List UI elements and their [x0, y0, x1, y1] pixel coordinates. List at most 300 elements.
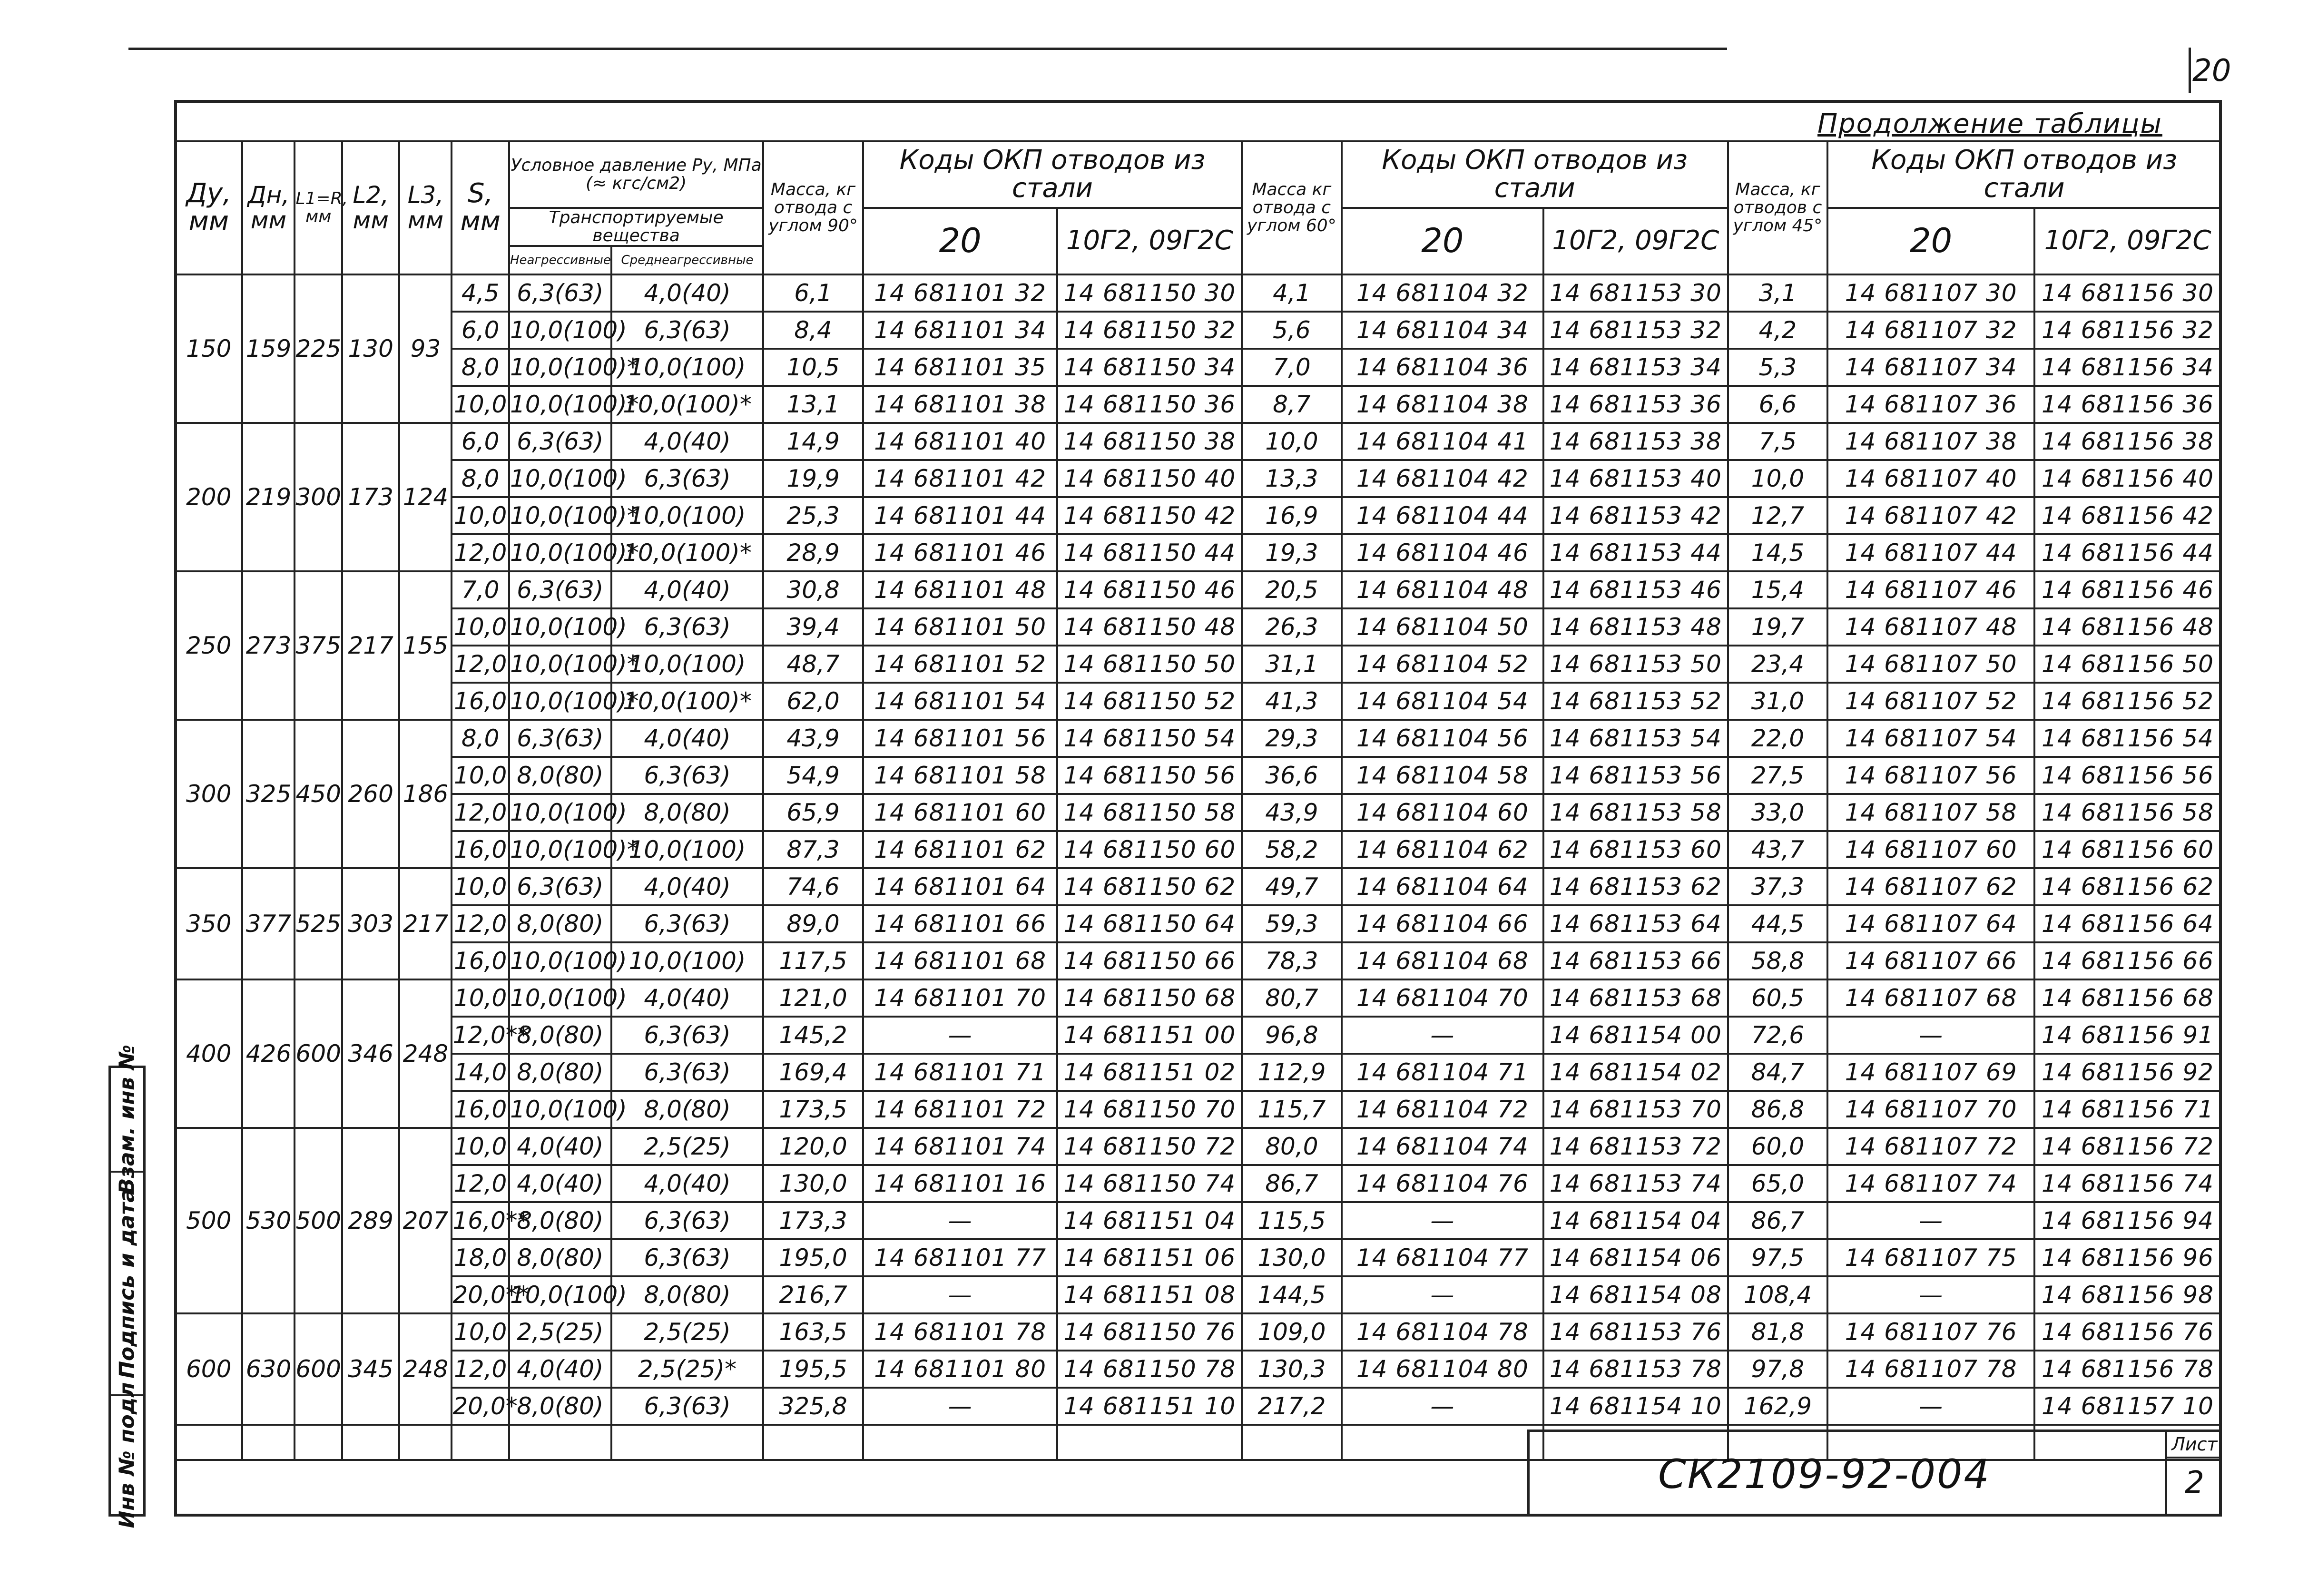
cell-code-90-steel10g2: 14 681150 64	[1057, 905, 1242, 942]
header-transported: Транспортируемые вещества	[509, 208, 763, 246]
cell-code-45-steel10g2: 14 681156 64	[2034, 905, 2221, 942]
stamp-replace-inv-label: Взам. инв №	[115, 1044, 139, 1195]
cell-code-60-steel10g2: 14 681153 52	[1543, 683, 1728, 720]
cell-pressure-medium-aggressive: 6,3(63)	[611, 1017, 764, 1054]
empty-cell	[1342, 1425, 1543, 1460]
cell-mass-90: 19,9	[763, 460, 863, 497]
cell-code-60-steel10g2: 14 681153 50	[1543, 646, 1728, 683]
cell-mass-45: 58,8	[1728, 942, 1828, 979]
cell-pressure-non-aggressive: 8,0(80)	[509, 1054, 611, 1091]
cell-code-45-steel20: 14 681107 60	[1827, 831, 2034, 868]
cell-pressure-medium-aggressive: 2,5(25)*	[611, 1351, 764, 1388]
cell-code-60-steel10g2: 14 681153 78	[1543, 1351, 1728, 1388]
cell-mass-90: 121,0	[763, 979, 863, 1017]
header-medium-aggressive: Среднеагрессивные	[611, 246, 764, 274]
cell-code-45-steel10g2: 14 681156 44	[2034, 534, 2221, 571]
cell-pressure-non-aggressive: 10,0(100)	[509, 460, 611, 497]
cell-wall-thickness: 16,0	[452, 1091, 509, 1128]
cell-code-90-steel10g2: 14 681150 62	[1057, 868, 1242, 905]
cell-mass-45: 27,5	[1728, 757, 1828, 794]
cell-code-90-steel20: 14 681101 66	[863, 905, 1058, 942]
cell-mass-60: 16,9	[1242, 497, 1342, 534]
header-steel20-90: 20	[863, 208, 1058, 274]
cell-code-60-steel10g2: 14 681153 72	[1543, 1128, 1728, 1165]
cell-code-45-steel10g2: 14 681156 50	[2034, 646, 2221, 683]
cell-mass-90: 130,0	[763, 1165, 863, 1202]
cell-code-45-steel20: 14 681107 30	[1827, 274, 2034, 312]
cell-mass-60: 78,3	[1242, 942, 1342, 979]
header-steel10g2-45: 10Г2, 09Г2С	[2034, 208, 2221, 274]
cell-l3: 207	[399, 1128, 452, 1313]
cell-code-90-steel10g2: 14 681150 36	[1057, 386, 1242, 423]
empty-cell	[175, 1425, 242, 1460]
cell-code-90-steel20: 14 681101 68	[863, 942, 1058, 979]
cell-code-60-steel20: 14 681104 34	[1342, 312, 1543, 349]
table-row	[175, 349, 2221, 386]
cell-code-45-steel20: 14 681107 76	[1827, 1313, 2034, 1351]
header-l2: L2, мм	[342, 141, 399, 274]
table-row	[175, 868, 2221, 905]
cell-code-90-steel20: 14 681101 48	[863, 571, 1058, 608]
cell-code-45-steel20: 14 681107 56	[1827, 757, 2034, 794]
table-row	[175, 534, 2221, 571]
cell-mass-60: 80,0	[1242, 1128, 1342, 1165]
cell-code-60-steel10g2: 14 681153 32	[1543, 312, 1728, 349]
cell-code-45-steel10g2: 14 681156 98	[2034, 1276, 2221, 1313]
cell-code-60-steel20: 14 681104 62	[1342, 831, 1543, 868]
cell-pressure-non-aggressive: 4,0(40)	[509, 1165, 611, 1202]
cell-pressure-non-aggressive: 8,0(80)	[509, 1017, 611, 1054]
cell-mass-60: 49,7	[1242, 868, 1342, 905]
cell-mass-45: 23,4	[1728, 646, 1828, 683]
cell-mass-60: 109,0	[1242, 1313, 1342, 1351]
table-row	[175, 1239, 2221, 1276]
cell-wall-thickness: 8,0	[452, 720, 509, 757]
cell-code-90-steel10g2: 14 681150 54	[1057, 720, 1242, 757]
cell-dn: 426	[242, 979, 295, 1128]
cell-code-60-steel20: 14 681104 76	[1342, 1165, 1543, 1202]
cell-code-90-steel10g2: 14 681150 34	[1057, 349, 1242, 386]
table-row	[175, 608, 2221, 646]
cell-code-45-steel20: —	[1827, 1276, 2034, 1313]
cell-code-90-steel10g2: 14 681151 02	[1057, 1054, 1242, 1091]
header-codes-45: Коды ОКП отводов из стали	[1827, 141, 2221, 208]
cell-mass-90: 169,4	[763, 1054, 863, 1091]
cell-code-45-steel10g2: 14 681156 92	[2034, 1054, 2221, 1091]
cell-code-60-steel10g2: 14 681154 00	[1543, 1017, 1728, 1054]
corner-page-number: 20	[2192, 53, 2231, 88]
cell-mass-45: 7,5	[1728, 423, 1828, 460]
cell-wall-thickness: 8,0	[452, 460, 509, 497]
cell-pressure-non-aggressive: 6,3(63)	[509, 868, 611, 905]
cell-wall-thickness: 10,0	[452, 757, 509, 794]
cell-code-90-steel20: 14 681101 70	[863, 979, 1058, 1017]
cell-pressure-medium-aggressive: 4,0(40)	[611, 868, 764, 905]
cell-code-45-steel20: 14 681107 70	[1827, 1091, 2034, 1128]
table-header	[175, 141, 2221, 274]
cell-code-90-steel20: 14 681101 50	[863, 608, 1058, 646]
cell-code-60-steel10g2: 14 681153 56	[1543, 757, 1728, 794]
cell-pressure-medium-aggressive: 4,0(40)	[611, 979, 764, 1017]
cell-code-60-steel10g2: 14 681154 10	[1543, 1388, 1728, 1425]
cell-pressure-medium-aggressive: 10,0(100)*	[611, 683, 764, 720]
stamp-inv-no-label: Инв № подл	[115, 1382, 139, 1528]
cell-dn: 159	[242, 274, 295, 423]
cell-l3: 248	[399, 1313, 452, 1425]
cell-mass-90: 25,3	[763, 497, 863, 534]
table-row	[175, 794, 2221, 831]
cell-mass-60: 19,3	[1242, 534, 1342, 571]
table-body	[175, 274, 2221, 1460]
cell-pressure-medium-aggressive: 8,0(80)	[611, 1091, 764, 1128]
cell-code-60-steel10g2: 14 681154 06	[1543, 1239, 1728, 1276]
cell-mass-45: 22,0	[1728, 720, 1828, 757]
cell-l1r: 225	[295, 274, 342, 423]
table-row	[175, 979, 2221, 1017]
cell-mass-60: 130,0	[1242, 1239, 1342, 1276]
cell-pressure-non-aggressive: 10,0(100)*	[509, 349, 611, 386]
cell-code-45-steel20: 14 681107 72	[1827, 1128, 2034, 1165]
cell-mass-60: 7,0	[1242, 349, 1342, 386]
cell-pressure-medium-aggressive: 8,0(80)	[611, 794, 764, 831]
cell-code-60-steel10g2: 14 681153 44	[1543, 534, 1728, 571]
cell-pressure-non-aggressive: 10,0(100)	[509, 979, 611, 1017]
cell-pressure-non-aggressive: 10,0(100)*	[509, 534, 611, 571]
cell-wall-thickness: 16,0	[452, 683, 509, 720]
cell-mass-90: 145,2	[763, 1017, 863, 1054]
cell-mass-90: 39,4	[763, 608, 863, 646]
cell-du: 150	[175, 274, 242, 423]
cell-code-60-steel10g2: 14 681153 42	[1543, 497, 1728, 534]
cell-mass-45: 86,7	[1728, 1202, 1828, 1239]
cell-mass-45: 5,3	[1728, 349, 1828, 386]
cell-pressure-medium-aggressive: 6,3(63)	[611, 1239, 764, 1276]
cell-du: 300	[175, 720, 242, 868]
cell-code-45-steel20: 14 681107 74	[1827, 1165, 2034, 1202]
cell-wall-thickness: 16,0	[452, 942, 509, 979]
cell-pressure-non-aggressive: 8,0(80)	[509, 757, 611, 794]
cell-mass-60: 41,3	[1242, 683, 1342, 720]
cell-code-60-steel20: —	[1342, 1276, 1543, 1313]
cell-pressure-non-aggressive: 10,0(100)	[509, 1091, 611, 1128]
cell-code-60-steel20: 14 681104 54	[1342, 683, 1543, 720]
cell-mass-60: 217,2	[1242, 1388, 1342, 1425]
table-row	[175, 646, 2221, 683]
cell-mass-45: 43,7	[1728, 831, 1828, 868]
cell-code-60-steel10g2: 14 681154 08	[1543, 1276, 1728, 1313]
header-dn: Дн, мм	[242, 141, 295, 274]
cell-code-90-steel10g2: 14 681151 10	[1057, 1388, 1242, 1425]
empty-cell	[399, 1425, 452, 1460]
empty-cell	[763, 1425, 863, 1460]
cell-code-60-steel20: 14 681104 66	[1342, 905, 1543, 942]
cell-pressure-medium-aggressive: 2,5(25)	[611, 1313, 764, 1351]
cell-code-45-steel10g2: 14 681156 62	[2034, 868, 2221, 905]
cell-pressure-medium-aggressive: 10,0(100)	[611, 497, 764, 534]
cell-mass-45: 108,4	[1728, 1276, 1828, 1313]
cell-wall-thickness: 10,0	[452, 1128, 509, 1165]
cell-mass-60: 80,7	[1242, 979, 1342, 1017]
cell-mass-60: 130,3	[1242, 1351, 1342, 1388]
cell-mass-45: 6,6	[1728, 386, 1828, 423]
corner-tick	[2189, 48, 2191, 93]
cell-code-60-steel10g2: 14 681153 54	[1543, 720, 1728, 757]
cell-code-45-steel10g2: 14 681156 40	[2034, 460, 2221, 497]
header-s: S, мм	[452, 141, 509, 274]
table-row	[175, 497, 2221, 534]
table-row	[175, 1017, 2221, 1054]
cell-pressure-medium-aggressive: 10,0(100)*	[611, 534, 764, 571]
cell-mass-90: 43,9	[763, 720, 863, 757]
cell-code-90-steel10g2: 14 681150 48	[1057, 608, 1242, 646]
cell-dn: 273	[242, 571, 295, 720]
stamp-replace-inv	[111, 1044, 143, 1195]
cell-wall-thickness: 10,0	[452, 497, 509, 534]
sheet-label: Лист	[2167, 1434, 2222, 1459]
cell-code-45-steel10g2: 14 681156 68	[2034, 979, 2221, 1017]
cell-du: 250	[175, 571, 242, 720]
cell-code-90-steel10g2: 14 681150 44	[1057, 534, 1242, 571]
cell-wall-thickness: 6,0	[452, 423, 509, 460]
cell-mass-60: 31,1	[1242, 646, 1342, 683]
cell-wall-thickness: 20,0**	[452, 1276, 509, 1313]
cell-mass-60: 112,9	[1242, 1054, 1342, 1091]
cell-code-90-steel20: 14 681101 44	[863, 497, 1058, 534]
empty-cell	[342, 1425, 399, 1460]
cell-wall-thickness: 10,0	[452, 979, 509, 1017]
cell-dn: 377	[242, 868, 295, 979]
cell-code-45-steel20: 14 681107 52	[1827, 683, 2034, 720]
cell-code-90-steel20: 14 681101 60	[863, 794, 1058, 831]
cell-code-60-steel20: —	[1342, 1202, 1543, 1239]
cell-pressure-non-aggressive: 6,3(63)	[509, 571, 611, 608]
header-steel10g2-60: 10Г2, 09Г2С	[1543, 208, 1728, 274]
table-row	[175, 571, 2221, 608]
cell-pressure-medium-aggressive: 6,3(63)	[611, 460, 764, 497]
cell-code-45-steel20: 14 681107 42	[1827, 497, 2034, 534]
cell-code-45-steel10g2: 14 681156 54	[2034, 720, 2221, 757]
cell-code-45-steel10g2: 14 681156 34	[2034, 349, 2221, 386]
cell-code-90-steel10g2: 14 681150 30	[1057, 274, 1242, 312]
cell-l2: 346	[342, 979, 399, 1128]
cell-code-90-steel10g2: 14 681150 50	[1057, 646, 1242, 683]
cell-mass-90: 120,0	[763, 1128, 863, 1165]
cell-code-45-steel20: 14 681107 78	[1827, 1351, 2034, 1388]
cell-code-45-steel10g2: 14 681156 60	[2034, 831, 2221, 868]
cell-l3: 93	[399, 274, 452, 423]
cell-pressure-non-aggressive: 4,0(40)	[509, 1351, 611, 1388]
cell-code-90-steel20: 14 681101 38	[863, 386, 1058, 423]
cell-wall-thickness: 12,0	[452, 1351, 509, 1388]
cell-mass-90: 216,7	[763, 1276, 863, 1313]
cell-code-60-steel20: 14 681104 48	[1342, 571, 1543, 608]
cell-pressure-medium-aggressive: 6,3(63)	[611, 1054, 764, 1091]
cell-code-90-steel20: —	[863, 1202, 1058, 1239]
cell-code-90-steel10g2: 14 681150 76	[1057, 1313, 1242, 1351]
header-mass90: Масса, кг отвода с углом 90°	[763, 141, 863, 274]
cell-code-60-steel20: 14 681104 58	[1342, 757, 1543, 794]
cell-code-90-steel20: 14 681101 46	[863, 534, 1058, 571]
table-row	[175, 831, 2221, 868]
header-mass60: Масса кг отвода с углом 60°	[1242, 141, 1342, 274]
cell-wall-thickness: 10,0	[452, 386, 509, 423]
cell-wall-thickness: 10,0	[452, 868, 509, 905]
cell-code-45-steel10g2: 14 681156 32	[2034, 312, 2221, 349]
table-row	[175, 1091, 2221, 1128]
cell-dn: 530	[242, 1128, 295, 1313]
table-row	[175, 1276, 2221, 1313]
cell-code-60-steel20: 14 681104 74	[1342, 1128, 1543, 1165]
cell-wall-thickness: 18,0	[452, 1239, 509, 1276]
cell-code-45-steel10g2: 14 681156 46	[2034, 571, 2221, 608]
cell-pressure-non-aggressive: 8,0(80)	[509, 1239, 611, 1276]
cell-mass-60: 4,1	[1242, 274, 1342, 312]
cell-l3: 248	[399, 979, 452, 1128]
cell-wall-thickness: 14,0	[452, 1054, 509, 1091]
cell-code-90-steel20: 14 681101 16	[863, 1165, 1058, 1202]
empty-cell	[452, 1425, 509, 1460]
cell-du: 500	[175, 1128, 242, 1313]
cell-mass-60: 59,3	[1242, 905, 1342, 942]
cell-pressure-non-aggressive: 10,0(100)*	[509, 646, 611, 683]
table-row	[175, 312, 2221, 349]
cell-pressure-non-aggressive: 10,0(100)*	[509, 386, 611, 423]
cell-code-60-steel10g2: 14 681154 04	[1543, 1202, 1728, 1239]
cell-code-45-steel10g2: 14 681156 74	[2034, 1165, 2221, 1202]
cell-pressure-non-aggressive: 10,0(100)*	[509, 683, 611, 720]
top-rule	[128, 48, 1727, 50]
cell-code-60-steel20: 14 681104 41	[1342, 423, 1543, 460]
table-row	[175, 423, 2221, 460]
cell-code-60-steel10g2: 14 681153 68	[1543, 979, 1728, 1017]
cell-pressure-medium-aggressive: 6,3(63)	[611, 312, 764, 349]
cell-code-60-steel10g2: 14 681153 30	[1543, 274, 1728, 312]
cell-mass-60: 20,5	[1242, 571, 1342, 608]
cell-mass-90: 30,8	[763, 571, 863, 608]
cell-code-90-steel20: —	[863, 1276, 1058, 1313]
header-steel10g2-90: 10Г2, 09Г2С	[1057, 208, 1242, 274]
cell-code-60-steel10g2: 14 681153 40	[1543, 460, 1728, 497]
cell-mass-90: 89,0	[763, 905, 863, 942]
cell-mass-60: 36,6	[1242, 757, 1342, 794]
cell-code-45-steel20: 14 681107 68	[1827, 979, 2034, 1017]
cell-code-90-steel10g2: 14 681150 56	[1057, 757, 1242, 794]
cell-code-60-steel10g2: 14 681153 60	[1543, 831, 1728, 868]
cell-code-45-steel20: —	[1827, 1388, 2034, 1425]
cell-code-45-steel10g2: 14 681156 66	[2034, 942, 2221, 979]
cell-mass-90: 48,7	[763, 646, 863, 683]
cell-mass-90: 117,5	[763, 942, 863, 979]
cell-mass-90: 163,5	[763, 1313, 863, 1351]
cell-du: 350	[175, 868, 242, 979]
cell-code-45-steel20: 14 681107 46	[1827, 571, 2034, 608]
cell-mass-60: 10,0	[1242, 423, 1342, 460]
table-row	[175, 757, 2221, 794]
cell-mass-60: 58,2	[1242, 831, 1342, 868]
cell-pressure-medium-aggressive: 6,3(63)	[611, 905, 764, 942]
table-row	[175, 942, 2221, 979]
cell-pressure-non-aggressive: 6,3(63)	[509, 274, 611, 312]
cell-code-90-steel20: 14 681101 64	[863, 868, 1058, 905]
cell-mass-45: 97,5	[1728, 1239, 1828, 1276]
cell-code-90-steel10g2: 14 681150 68	[1057, 979, 1242, 1017]
cell-code-90-steel10g2: 14 681150 70	[1057, 1091, 1242, 1128]
specification-table	[174, 140, 2222, 1461]
cell-code-60-steel10g2: 14 681153 46	[1543, 571, 1728, 608]
table-row	[175, 1202, 2221, 1239]
header-pressure: Условное давление Ру, МПа (≈ кгс/см2)	[509, 141, 763, 208]
cell-l2: 260	[342, 720, 399, 868]
table-row	[175, 905, 2221, 942]
cell-mass-45: 4,2	[1728, 312, 1828, 349]
cell-mass-90: 195,5	[763, 1351, 863, 1388]
cell-code-45-steel20: 14 681107 32	[1827, 312, 2034, 349]
cell-mass-45: 33,0	[1728, 794, 1828, 831]
cell-dn: 630	[242, 1313, 295, 1425]
cell-mass-90: 74,6	[763, 868, 863, 905]
cell-code-45-steel20: 14 681107 36	[1827, 386, 2034, 423]
cell-wall-thickness: 12,0	[452, 794, 509, 831]
header-l1r: L1=R, мм	[295, 141, 342, 274]
cell-code-90-steel10g2: 14 681150 60	[1057, 831, 1242, 868]
cell-mass-90: 10,5	[763, 349, 863, 386]
cell-code-90-steel10g2: 14 681150 78	[1057, 1351, 1242, 1388]
cell-code-60-steel10g2: 14 681153 58	[1543, 794, 1728, 831]
cell-code-45-steel10g2: 14 681156 72	[2034, 1128, 2221, 1165]
cell-code-45-steel10g2: 14 681156 52	[2034, 683, 2221, 720]
table-row	[175, 720, 2221, 757]
cell-mass-90: 28,9	[763, 534, 863, 571]
cell-mass-90: 173,3	[763, 1202, 863, 1239]
cell-mass-45: 19,7	[1728, 608, 1828, 646]
table-row	[175, 1128, 2221, 1165]
cell-code-60-steel20: —	[1342, 1017, 1543, 1054]
cell-mass-45: 14,5	[1728, 534, 1828, 571]
cell-mass-45: 12,7	[1728, 497, 1828, 534]
cell-du: 200	[175, 423, 242, 571]
cell-code-45-steel10g2: 14 681156 78	[2034, 1351, 2221, 1388]
cell-mass-90: 8,4	[763, 312, 863, 349]
cell-code-45-steel20: 14 681107 75	[1827, 1239, 2034, 1276]
cell-mass-45: 37,3	[1728, 868, 1828, 905]
header-steel20-60: 20	[1342, 208, 1543, 274]
cell-mass-60: 43,9	[1242, 794, 1342, 831]
sheet-box	[2165, 1432, 2222, 1517]
cell-dn: 325	[242, 720, 295, 868]
cell-code-45-steel20: 14 681107 69	[1827, 1054, 2034, 1091]
cell-code-60-steel20: 14 681104 38	[1342, 386, 1543, 423]
cell-code-60-steel20: 14 681104 78	[1342, 1313, 1543, 1351]
cell-code-60-steel20: 14 681104 32	[1342, 274, 1543, 312]
cell-code-45-steel20: 14 681107 48	[1827, 608, 2034, 646]
cell-code-60-steel10g2: 14 681153 38	[1543, 423, 1728, 460]
cell-code-90-steel20: 14 681101 62	[863, 831, 1058, 868]
cell-code-60-steel20: 14 681104 56	[1342, 720, 1543, 757]
table-row	[175, 1388, 2221, 1425]
cell-code-90-steel10g2: 14 681150 58	[1057, 794, 1242, 831]
empty-cell	[863, 1425, 1058, 1460]
cell-code-60-steel10g2: 14 681153 70	[1543, 1091, 1728, 1128]
cell-code-90-steel20: 14 681101 52	[863, 646, 1058, 683]
cell-l1r: 500	[295, 1128, 342, 1313]
cell-code-45-steel20: 14 681107 66	[1827, 942, 2034, 979]
cell-code-90-steel10g2: 14 681150 32	[1057, 312, 1242, 349]
cell-code-45-steel10g2: 14 681156 76	[2034, 1313, 2221, 1351]
cell-mass-45: 60,5	[1728, 979, 1828, 1017]
cell-pressure-medium-aggressive: 6,3(63)	[611, 1202, 764, 1239]
cell-pressure-medium-aggressive: 10,0(100)*	[611, 386, 764, 423]
cell-code-90-steel20: —	[863, 1388, 1058, 1425]
